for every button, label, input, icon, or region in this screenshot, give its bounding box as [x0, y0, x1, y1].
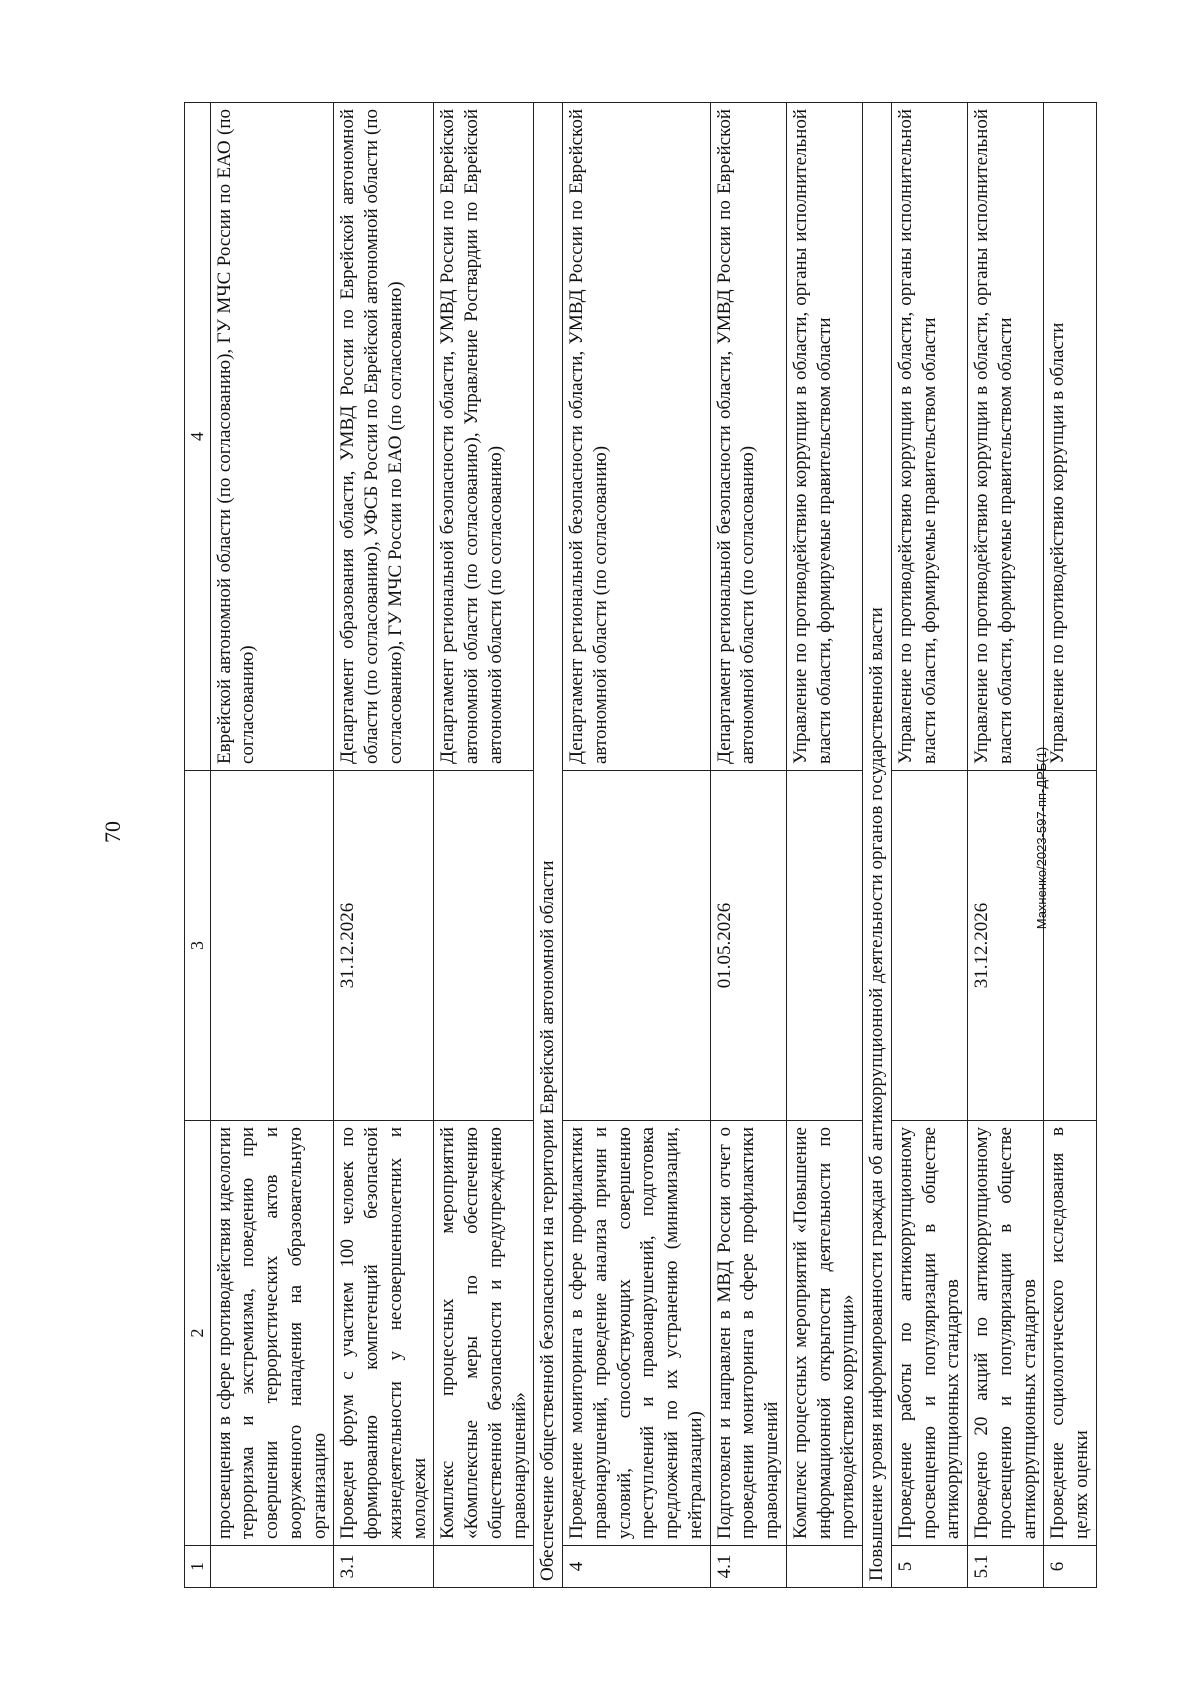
- row-number-cell: 6: [1044, 1546, 1097, 1588]
- table-row: [891, 103, 967, 1588]
- deadline-cell: [891, 771, 967, 1121]
- section-title: Обеспечение общественной безопасности на территории Еврейской автономной области: [534, 103, 563, 1588]
- row-number-cell: 5: [891, 1546, 967, 1588]
- deadline-cell: [786, 771, 862, 1121]
- deadline-cell: 31.12.2026: [968, 771, 1044, 1121]
- row-number-cell: 4: [563, 1546, 711, 1588]
- responsible-cell: Еврейской автономной области (по согласованию), ГУ МЧС России по ЕАО (по согласованию): [210, 103, 334, 771]
- deadline-cell: [563, 771, 711, 1121]
- row-number-cell: 5.1: [968, 1546, 1044, 1588]
- row-number-cell: [434, 1546, 534, 1588]
- responsible-cell: Управление по противодействию коррупции в области, органы исполнительной власти области, формируемые правительством области: [891, 103, 967, 771]
- section-row: [863, 103, 892, 1588]
- responsible-cell: Департамент региональной безопасности области, УМВД России по Еврейской автономной области (по согласованию), Управление Росгвардии по Еврейской автономной области (по согласованию): [434, 103, 534, 771]
- deadline-cell: 31.12.2026: [334, 771, 434, 1121]
- activity-cell: Комплекс процессных мероприятий «Комплексные меры по обеспечению общественной безопасности и предупреждению правонарушений»: [434, 1121, 534, 1546]
- activity-cell: просвещения в сфере противодействия идеологии терроризма и экстремизма, поведению при совершении террористических актов и вооруженного нападения на образовательную организацию: [210, 1121, 334, 1546]
- table-row: [210, 103, 334, 1588]
- responsible-cell: Департамент образования области, УМВД России по Еврейской автономной области (по согласованию), УФСБ России по Еврейской автономной области (по согласованию), ГУ МЧС России по ЕАО (по согласованию): [334, 103, 434, 771]
- table-row: [334, 103, 434, 1588]
- header-col-4: 4: [185, 103, 211, 771]
- section-row: [534, 103, 563, 1588]
- deadline-cell: [210, 771, 334, 1121]
- table-header-row: [185, 103, 211, 1588]
- responsible-cell: Управление по противодействию коррупции в области, органы исполнительной власти области, формируемые правительством области: [786, 103, 862, 771]
- document-registration-code: Махненко/2023-597-пп-ДРБ(1): [1034, 746, 1049, 930]
- activity-cell: Комплекс процессных мероприятий «Повышение информационной открытости деятельности по противодействию коррупции»: [786, 1121, 862, 1546]
- row-number-cell: 3.1: [334, 1546, 434, 1588]
- plan-table: [184, 102, 1097, 1588]
- row-number-cell: [786, 1546, 862, 1588]
- activity-cell: Проведено 20 акций по антикоррупционному просвещению и популяризации в обществе антикоррупционных стандартов: [968, 1121, 1044, 1546]
- activity-cell: Проведение работы по антикоррупционному просвещению и популяризации в обществе антикоррупционных стандартов: [891, 1121, 967, 1546]
- responsible-cell: Департамент региональной безопасности области, УМВД России по Еврейской автономной области (по согласованию): [710, 103, 786, 771]
- activity-cell: Подготовлен и направлен в МВД России отчет о проведении мониторинга в сфере профилактики правонарушений: [710, 1121, 786, 1546]
- deadline-cell: [434, 771, 534, 1121]
- header-col-2: 2: [185, 1121, 211, 1546]
- page-number: 70: [100, 821, 125, 843]
- section-title: Повышение уровня информированности граждан об антикоррупционной деятельности органов государственной власти: [863, 103, 892, 1588]
- responsible-cell: Управление по противодействию коррупции в области, органы исполнительной власти области, формируемые правительством области: [968, 103, 1044, 771]
- table-row: [710, 103, 786, 1588]
- row-number-cell: [210, 1546, 334, 1588]
- table-row: [434, 103, 534, 1588]
- responsible-cell: Управление по противодействию коррупции в области: [1044, 103, 1097, 771]
- table-row: [563, 103, 711, 1588]
- activity-cell: Проведение мониторинга в сфере профилактики правонарушений, проведение анализа причин и условий, способствующих совершению преступлений и правонарушений, подготовка предложений по их устранению (минимизации, нейтрализации): [563, 1121, 711, 1546]
- row-number-cell: 4.1: [710, 1546, 786, 1588]
- header-col-1: 1: [185, 1546, 211, 1588]
- header-col-3: 3: [185, 771, 211, 1121]
- rotated-table-frame: [184, 103, 1092, 1588]
- table-row: [786, 103, 862, 1588]
- deadline-cell: 01.05.2026: [710, 771, 786, 1121]
- activity-cell: Проведение социологического исследования в целях оценки: [1044, 1121, 1097, 1546]
- responsible-cell: Департамент региональной безопасности области, УМВД России по Еврейской автономной области (по согласованию): [563, 103, 711, 771]
- activity-cell: Проведен форум с участием 100 человек по формированию компетенций безопасной жизнедеятельности у несовершеннолетних и молодежи: [334, 1121, 434, 1546]
